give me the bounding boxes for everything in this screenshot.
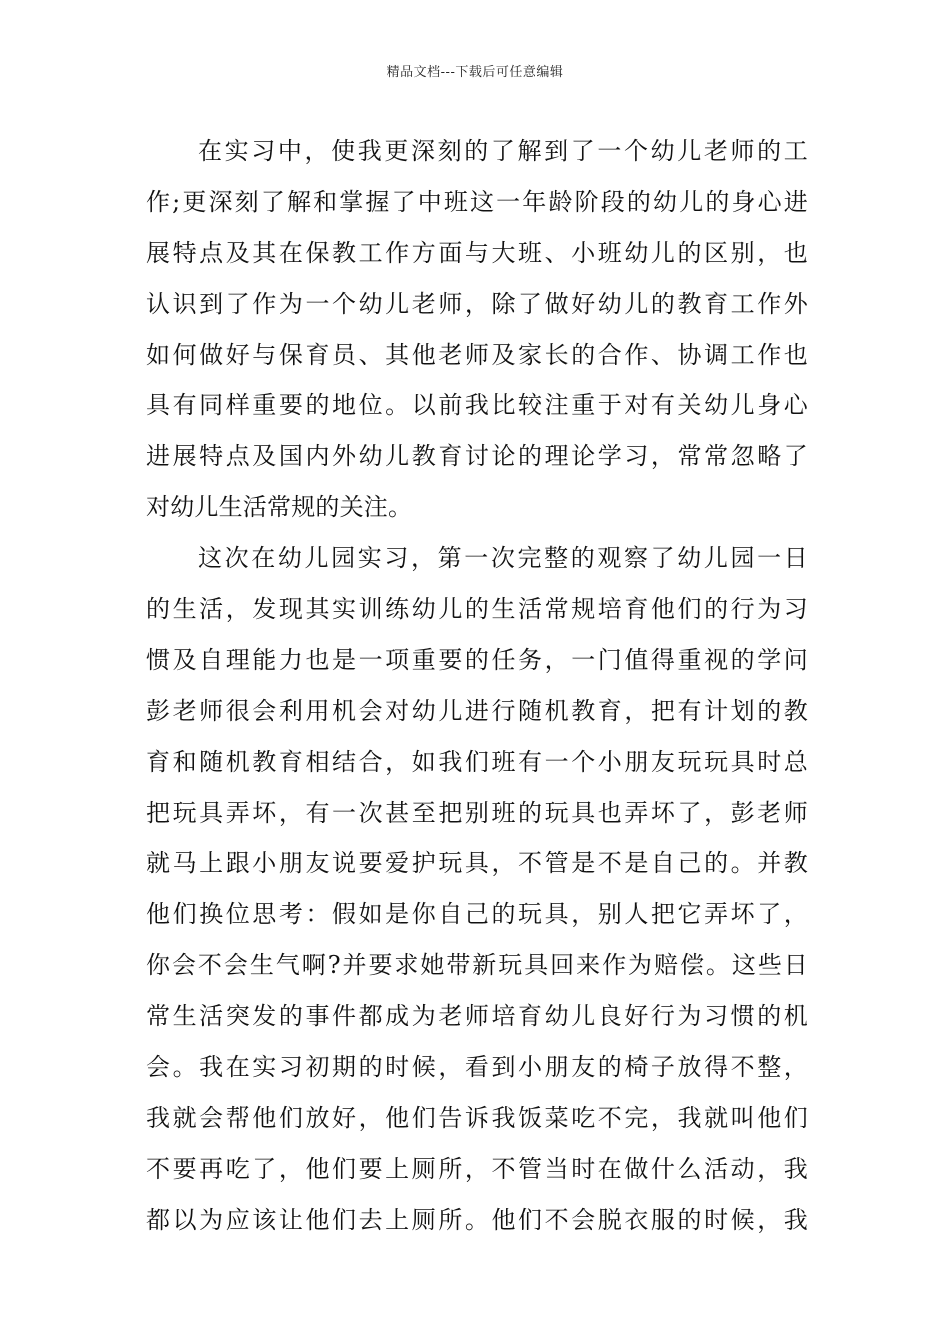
paragraph-1-line-4: 认识到了作为一个幼儿老师，除了做好幼儿的教育工作外 <box>146 289 808 318</box>
paragraph-1-line-3: 展特点及其在保教工作方面与大班、小班幼儿的区别，也 <box>146 238 808 267</box>
paragraph-1-line-7: 进展特点及国内外幼儿教育讨论的理论学习，常常忽略了 <box>146 442 808 471</box>
paragraph-2-line-11: 会。我在实习初期的时候，看到小朋友的椅子放得不整， <box>146 1053 808 1082</box>
paragraph-2-line-1: 这次在幼儿园实习，第一次完整的观察了幼儿园一日 <box>198 544 808 573</box>
paragraph-2-line-8: 他们换位思考：假如是你自己的玩具，别人把它弄坏了， <box>146 900 808 929</box>
paragraph-2-line-2: 的生活，发现其实训练幼儿的生活常规培育他们的行为习 <box>146 595 808 624</box>
paragraph-2-line-3: 惯及自理能力也是一项重要的任务，一门值得重视的学问 <box>146 645 808 674</box>
paragraph-2-line-7: 就马上跟小朋友说要爱护玩具，不管是不是自己的。并教 <box>146 849 808 878</box>
paragraph-2-line-9: 你会不会生气啊?并要求她带新玩具回来作为赔偿。这些日 <box>146 951 808 980</box>
paragraph-2-line-5: 育和随机教育相结合，如我们班有一个小朋友玩玩具时总 <box>146 747 808 776</box>
paragraph-2-line-10: 常生活突发的事件都成为老师培育幼儿良好行为习惯的机 <box>146 1002 808 1031</box>
paragraph-2-line-4: 彭老师很会利用机会对幼儿进行随机教育，把有计划的教 <box>146 696 808 725</box>
paragraph-1-line-6: 具有同样重要的地位。以前我比较注重于对有关幼儿身心 <box>146 391 808 420</box>
paragraph-1-line-8: 对幼儿生活常规的关注。 <box>146 493 413 522</box>
document-body <box>146 126 808 1246</box>
paragraph-1-line-5: 如何做好与保育员、其他老师及家长的合作、协调工作也 <box>146 340 808 369</box>
paragraph-2-line-6: 把玩具弄坏，有一次甚至把别班的玩具也弄坏了，彭老师 <box>146 798 808 827</box>
paragraph-1-line-2: 作;更深刻了解和掌握了中班这一年龄阶段的幼儿的身心进 <box>146 187 808 216</box>
page-header: 精品文档---下载后可任意编辑 <box>386 65 564 80</box>
paragraph-2-line-14: 都以为应该让他们去上厕所。他们不会脱衣服的时候，我 <box>146 1205 808 1234</box>
paragraph-1-line-1: 在实习中，使我更深刻的了解到了一个幼儿老师的工 <box>198 137 808 165</box>
paragraph-2-line-12: 我就会帮他们放好，他们告诉我饭菜吃不完，我就叫他们 <box>146 1103 808 1132</box>
paragraph-2-line-13: 不要再吃了，他们要上厕所，不管当时在做什么活动，我 <box>146 1154 808 1183</box>
